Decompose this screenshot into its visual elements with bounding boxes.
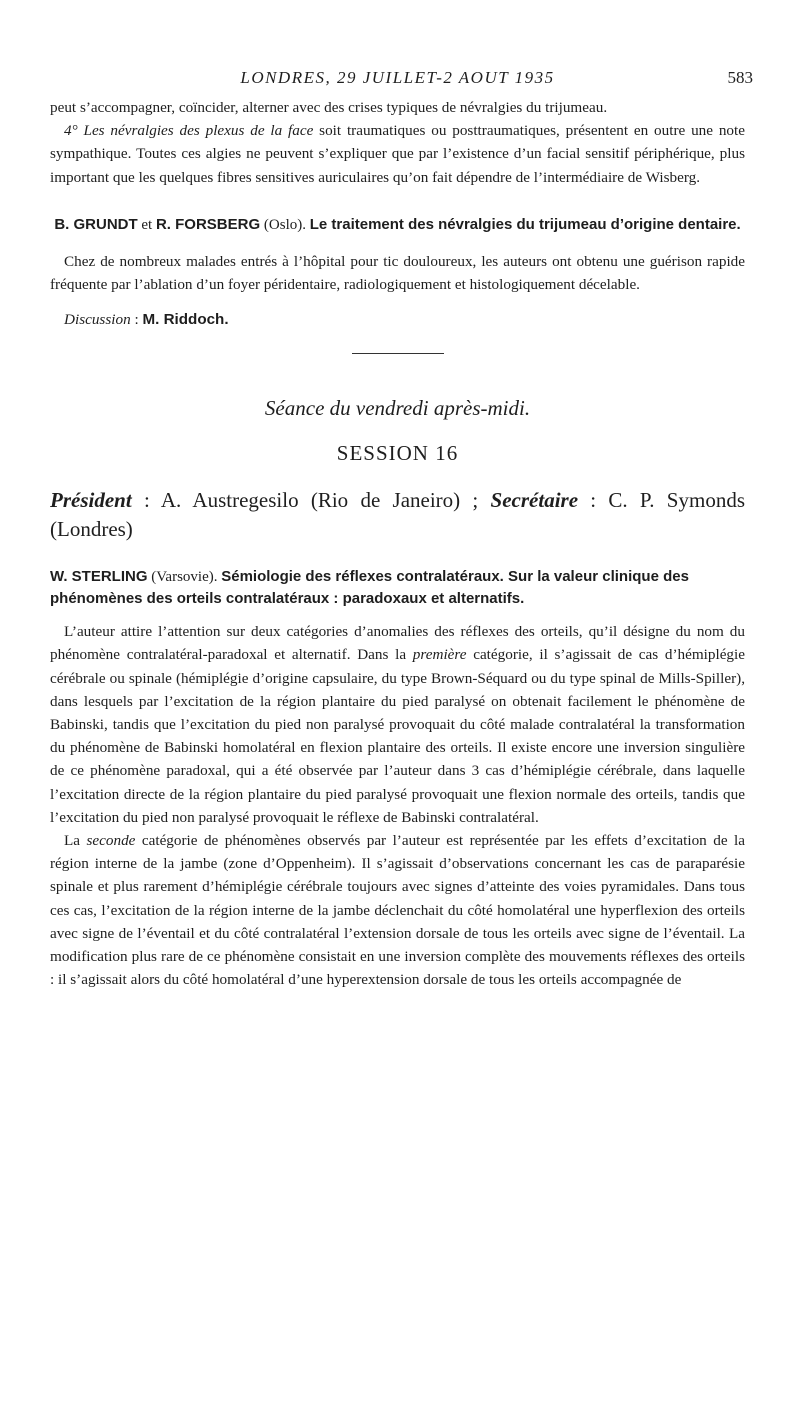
article-heading-grundt [50, 214, 745, 236]
running-head [50, 68, 753, 96]
sterling-para2-emphasis: seconde [86, 832, 136, 850]
page [50, 68, 753, 991]
article-body-sterling-1 [50, 620, 745, 829]
president-label: Président [50, 488, 132, 513]
author-sterling: W. STERLING [50, 568, 148, 586]
article-body-sterling-2 [50, 829, 745, 991]
session-officers [50, 486, 745, 544]
author-place: (Oslo). [260, 216, 310, 233]
author-grundt: B. GRUNDT [54, 215, 138, 233]
sterling-para1-emphasis: première [412, 646, 467, 664]
discussion-speaker: M. Riddoch. [142, 311, 229, 329]
session-heading: SESSION 16 [336, 441, 459, 466]
paragraph-plexus-text: soit traumatiques ou posttraumatiques, présentent en outre une note sympathique. Toutes ces algies ne peuvent s’expliquer que par l’existence d’un facial sensitif périphérique, plus important que les quelques fibres sensitives auriculaires qu’on fait dépendre de l’intermédiaire de Wisberg. [50, 122, 745, 186]
secretary-label: Secrétaire [490, 488, 579, 513]
sterling-para1-start: L’auteur attire l’attention sur deux catégories d’anomalies des réflexes des orteils, qu’il désigne du nom du phénomène contralatéral-paradoxal et alternatif. Dans la [50, 623, 745, 664]
secretary-separator: : [578, 488, 609, 513]
sterling-para2-start: La [64, 832, 87, 850]
secretary-name: C. P. Symonds (Londres) [50, 488, 745, 542]
seance-heading: Séance du vendredi après-midi. [264, 396, 531, 421]
sterling-para1-rest: catégorie, il s’agissait de cas d’hémiplégie cérébrale ou spinale (hémiplégie d’origine capsulaire, du type Brown-Séquard ou du type spinal de Mills-Spiller), dans lesquels par l’excitation de la région plantaire du pied paralysé on obtenait facilement le phénomène de Babinski, tandis que l’excitation du pied non paralysé provoquait du côté malade contralatéral la transformation du phénomène de Babinski homolatéral en flexion plantaire des orteils. Il existe encore une inversion singulière de ce phénomène paradoxal, qui a été observée par l’auteur dans 3 cas d’hémiplégie cérébrale, dans laquelle l’excitation directe de la région plantaire du pied paralysé provoquait une flexion normale des orteils, tandis que l’excitation du pied non paralysé provoquait le réflexe de Babinski contralatéral. [50, 646, 745, 826]
article-title-sterling: Sémiologie des réflexes contralatéraux. Sur la valeur clinique des phénomènes des orteils contralatéraux : paradoxaux et alternatifs. [50, 568, 689, 608]
paragraph-continued: peut s’accompagner, coïncider, alterner avec des crises typiques de névralgies du trijumeau. [50, 99, 608, 116]
discussion-separator: : [130, 311, 143, 329]
paragraph-plexus [50, 119, 745, 189]
paragraph-plexus-lead: 4° Les névralgies des plexus de la face [64, 122, 314, 140]
discussion-line [64, 308, 745, 331]
author-sterling-place: (Varsovie). [147, 569, 222, 586]
author-conjunction: et [137, 216, 156, 233]
article-heading-sterling [50, 566, 745, 610]
article-title-grundt: Le traitement des névralgies du trijumeau d’origine dentaire. [309, 215, 741, 233]
sterling-para2-rest: catégorie de phénomènes observés par l’auteur est représentée par les effets d’excitation de la région interne de la jambe (zone d’Oppenheim). Il s’agissait d’observations concernant les cas de paraparésie spinale et plus rarement d’hémiplégie cérébrale toujours avec signes d’atteinte des voies pyramidales. Dans tous ces cas, l’excitation de la région interne de la jambe déclenchait du côté homolatéral une hyperflexion des orteils avec signe de l’éventail et du côté contralatéral l’extension dorsale de tous les orteils avec signe de l’éventail. La modification plus rare de ce phénomène consistait en une inversion complète des mouvements réflexes des orteils : il s’agissait alors du côté homolatéral d’une hyperextension dorsale de tous les orteils accompagnée de [50, 832, 745, 989]
article-body-grundt: Chez de nombreux malades entrés à l’hôpital pour tic douloureux, les auteurs ont obtenu une guérison rapide fréquente par l’ablation d’un foyer péridentaire, radiologiquement et histologiquement décelable. [50, 252, 745, 294]
author-forsberg: R. FORSBERG [155, 215, 261, 233]
running-head-title: LONDRES, 29 JUILLET-2 AOUT 1935 [240, 68, 555, 87]
discussion-label: Discussion [64, 311, 131, 329]
president-name: A. Austregesilo (Rio de Janeiro) ; [160, 488, 491, 513]
page-number: 583 [727, 68, 753, 87]
president-separator: : [131, 488, 161, 513]
